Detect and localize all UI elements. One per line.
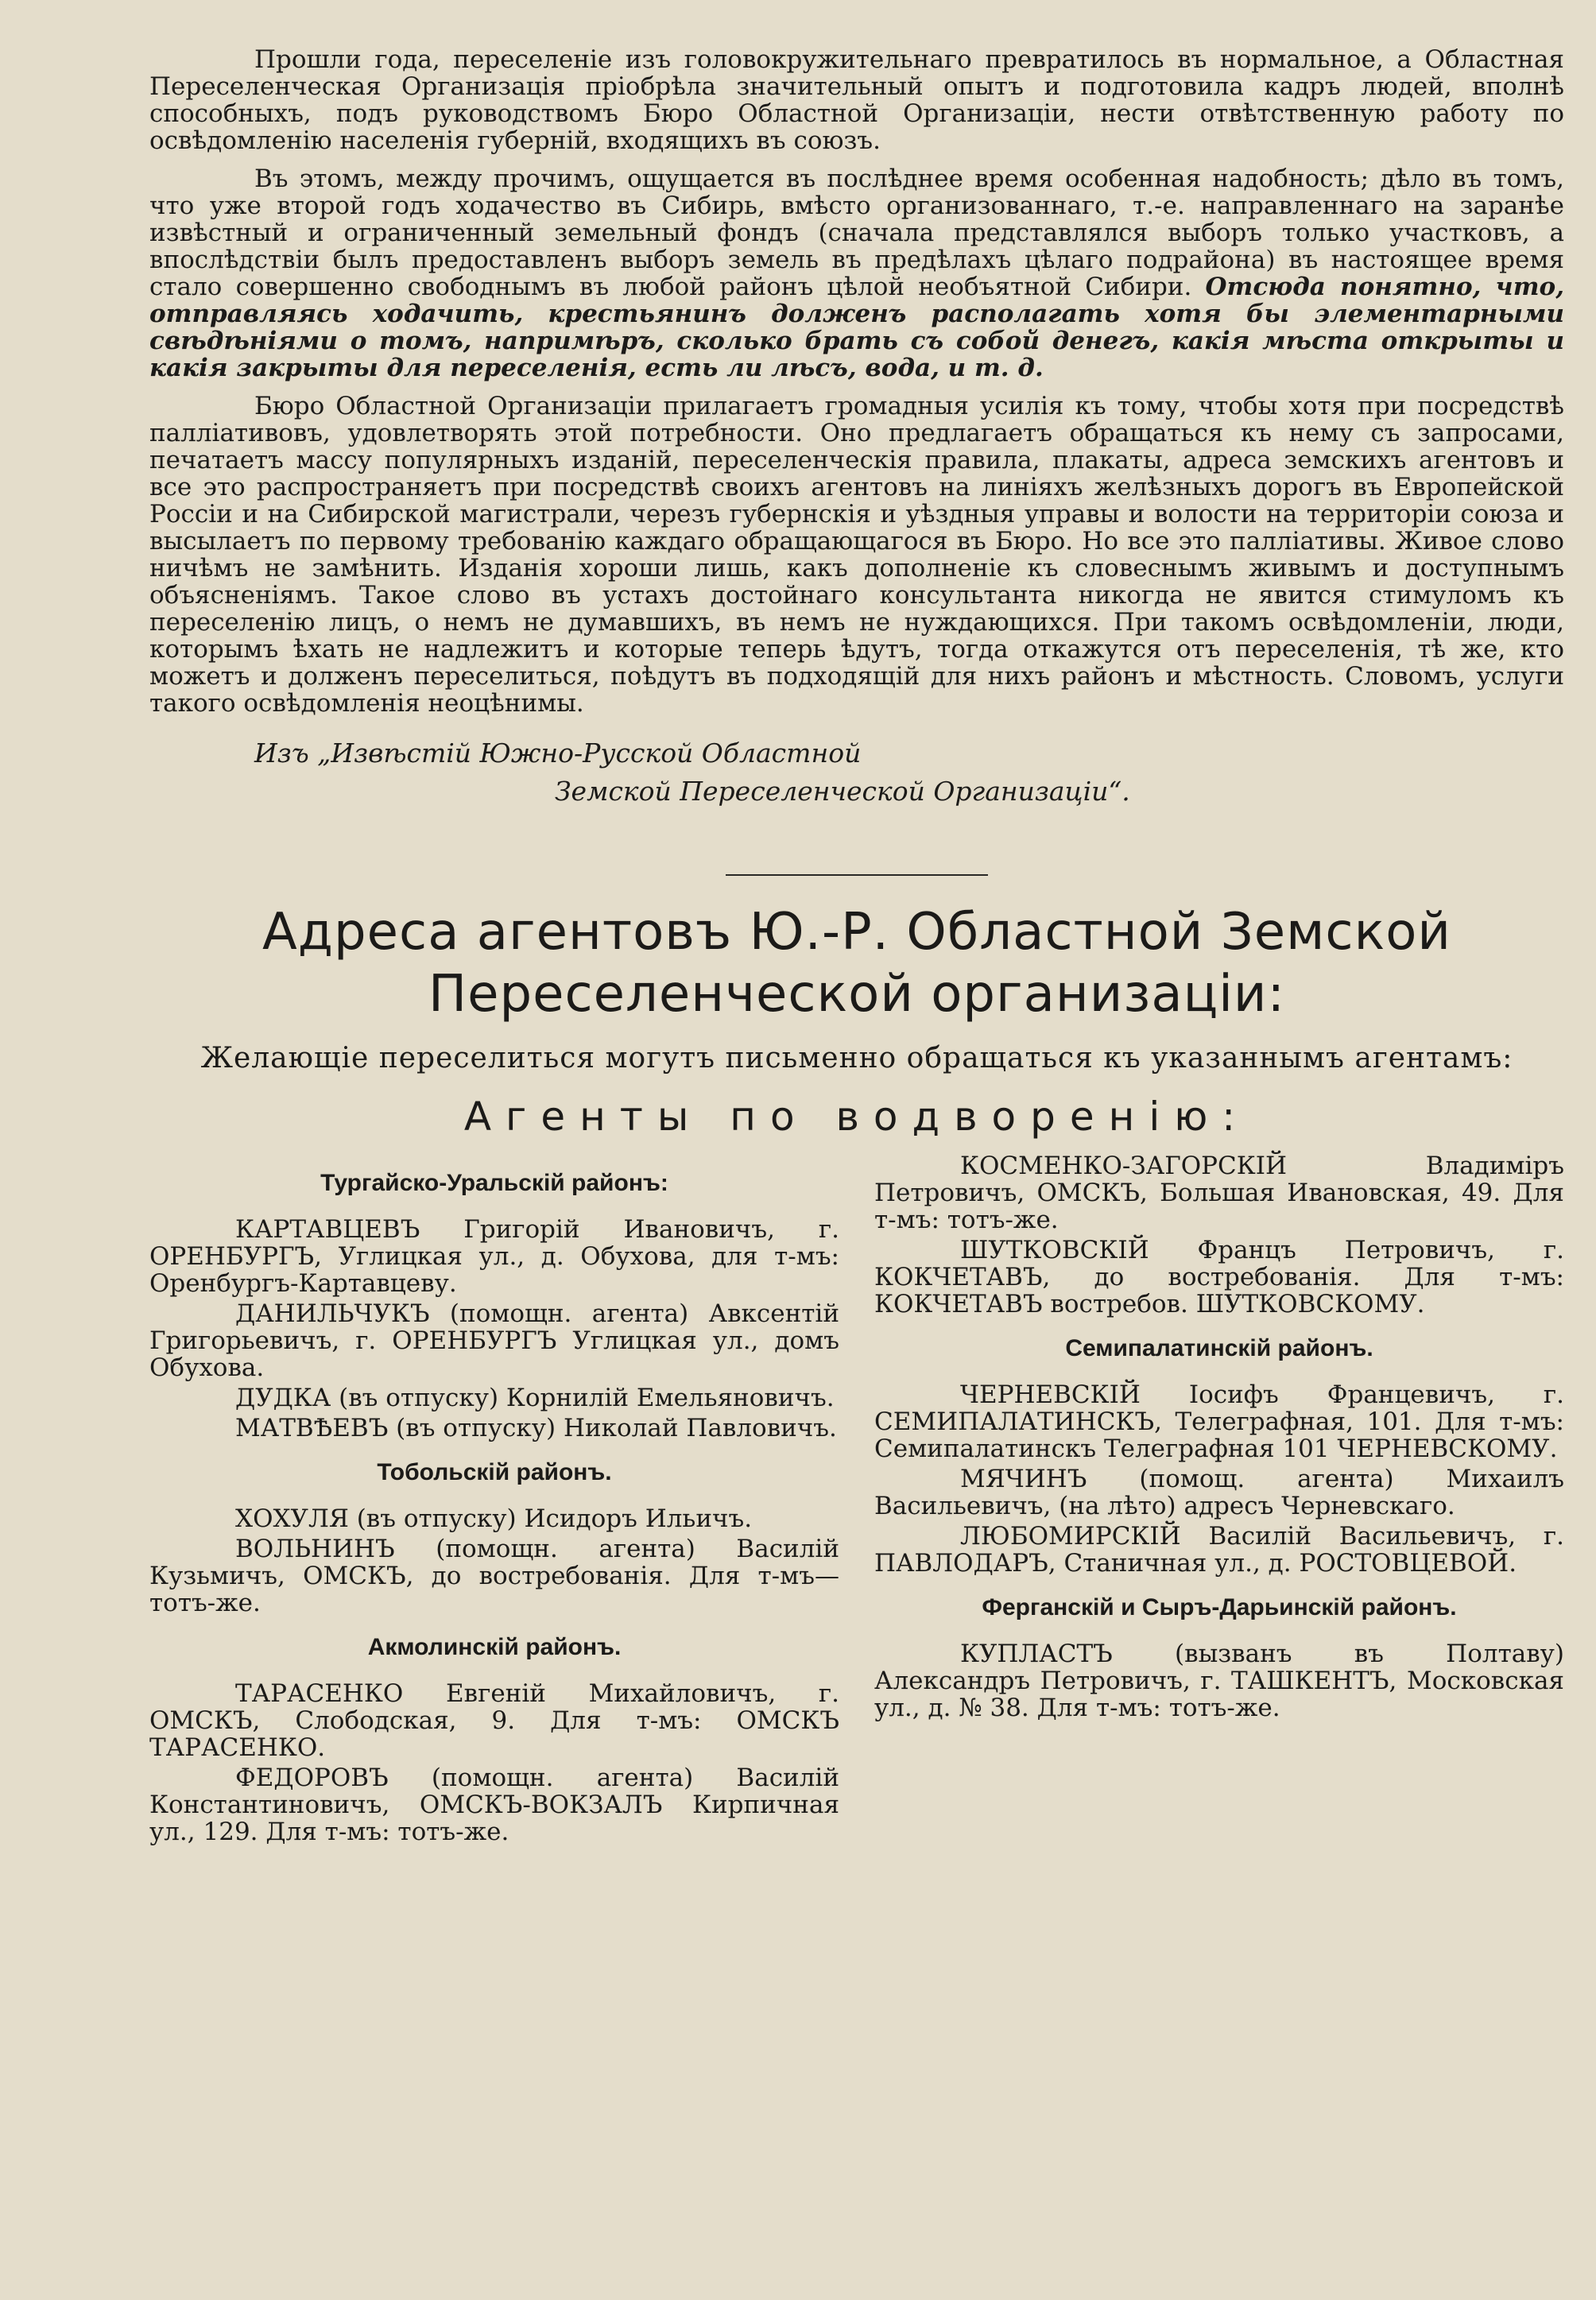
- divider: [726, 874, 988, 876]
- region-heading: Ферганскій и Сыръ-Дарьинскій районъ.: [982, 1594, 1457, 1620]
- source-citation: [149, 734, 1564, 811]
- source-line: Земской Переселенческой Организаціи“.: [555, 776, 1130, 807]
- paragraph: [149, 165, 1564, 381]
- agent-entry: МАТВѢЕВЪ (въ отпуску) Николай Павловичъ.: [235, 1414, 837, 1442]
- paragraph: Прошли года, переселеніе изъ головокружительнаго превратилось въ нормальное, а Областная Переселенческая Организація пріобрѣла значительный опытъ и подготовила кадръ людей, вполнѣ способныхъ, подъ руководствомъ Бюро Областной Организаціи, нести отвѣтственную работу по освѣдомленію населенія губерній, входящихъ въ союзъ.: [149, 45, 1564, 155]
- agent-entry: КОСМЕНКО-ЗАГОРСКІЙ Владиміръ Петровичъ, ОМСКЪ, Большая Ивановская, 49. Для т-мъ: тотъ-же.: [874, 1152, 1564, 1234]
- paragraph-italic-text: Отсюда понятно, что, отправляясь ходачить, крестьянинъ долженъ располагать хотя бы элементарными свѣдѣніями о томъ, напримѣръ, сколько брать съ собой денегъ, какія мѣста открыты и какія закрыты для переселенія, есть ли лѣсъ, вода, и т. д.: [149, 273, 1564, 382]
- section-intro: Желающіе переселиться могутъ письменно обращаться къ указаннымъ агентамъ:: [200, 1042, 1513, 1074]
- agent-entry: ДАНИЛЬЧУКЪ (помощн. агента) Авксентій Григорьевичъ, г. ОРЕНБУРГЪ Углицкая ул., домъ Обухова.: [149, 1299, 839, 1382]
- agent-entry: МЯЧИНЪ (помощ. агента) Михаилъ Васильевичъ, (на лѣто) адресъ Черневскаго.: [874, 1465, 1564, 1520]
- paragraph: Бюро Областной Организаціи прилагаетъ громадныя усилія къ тому, чтобы хотя при посредствѣ палліативовъ, удовлетворять этой потребности. Оно предлагаетъ обращаться къ нему съ запросами, печатаетъ массу популярныхъ изданій, переселенческія правила, плакаты, адреса земскихъ агентовъ и все это распространяетъ при посредствѣ своихъ агентовъ на линіяхъ желѣзныхъ дорогъ въ Европейской Россіи и на Сибирской магистрали, черезъ губернскія и уѣздныя управы и волости на территоріи союза и высылаетъ по первому требованію каждаго обращающагося въ Бюро. Но все это палліативы. Живое слово ничѣмъ не замѣнить. Изданія хороши лишь, какъ дополненіе къ словеснымъ живымъ и доступнымъ объясненіямъ. Такое слово въ устахъ достойнаго консультанта никогда не явится стимуломъ къ переселенію лицъ, о немъ не думавшихъ, въ немъ не нуждающихся. При такомъ освѣдомленіи, люди, которымъ ѣхать не надлежитъ и которые теперь ѣдутъ, тогда откажутся отъ переселенія, тѣ же, кто можетъ и долженъ переселиться, поѣдутъ въ подходящій для нихъ районъ и мѣстность. Словомъ, услуги такого освѣдомленія неоцѣнимы.: [149, 392, 1564, 718]
- agent-entry: ФЕДОРОВЪ (помощн. агента) Василій Константиновичъ, ОМСКЪ-ВОКЗАЛЪ Кирпичная ул., 129. Для т-мъ: тотъ-же.: [149, 1764, 839, 1846]
- region-heading: Семипалатинскій районъ.: [1065, 1335, 1373, 1361]
- source-line: Изъ „Извѣстій Южно-Русской Областной: [254, 738, 862, 769]
- section-title: Адреса агентовъ Ю.-Р. Областной Земской Переселенческой организаціи:: [261, 903, 1452, 1024]
- region-heading: Тобольскій районъ.: [377, 1459, 612, 1485]
- agent-entry: ЛЮБОМИРСКІЙ Василій Васильевичъ, г. ПАВЛОДАРЪ, Станичная ул., д. РОСТОВЦЕВОЙ.: [874, 1522, 1564, 1578]
- agent-columns: [149, 1152, 1564, 1849]
- agent-entry: ШУТКОВСКІЙ Францъ Петровичъ, г. КОКЧЕТАВЪ, до востребованія. Для т-мъ: КОКЧЕТАВЪ востребов. ШУТКОВСКОМУ.: [874, 1236, 1564, 1318]
- agent-entry: ЧЕРНЕВСКІЙ Іосифъ Францевичъ, г. СЕМИПАЛАТИНСКЪ, Телеграфная, 101. Для т-мъ: Семипалатинскъ Телеграфная 101 ЧЕРНЕВСКОМУ.: [874, 1380, 1564, 1463]
- agent-entry: ДУДКА (въ отпуску) Корнилій Емельяновичъ.: [235, 1384, 835, 1412]
- agent-entry: ВОЛЬНИНЪ (помощн. агента) Василій Кузьмичъ, ОМСКЪ, до востребованія. Для т-мъ—тотъ-же.: [149, 1535, 839, 1617]
- right-column: [874, 1152, 1564, 1849]
- paragraph-text: Въ этомъ, между прочимъ, ощущается въ послѣднее время особенная надобность; дѣло въ томъ, что уже второй годъ ходачество въ Сибирь, вмѣсто организованнаго, т.-е. направленнаго на заранѣе извѣстный и ограниченный земельный фондъ (сначала представлялся выборъ только участковъ, а впослѣдствіи былъ предоставленъ выборъ земель въ предѣлахъ цѣлаго подрайона) въ настоящее время стало совершенно свободнымъ въ любой районъ цѣлой необъятной Сибири.: [149, 165, 1564, 301]
- agent-entry: ТАРАСЕНКО Евгеній Михайловичъ, г. ОМСКЪ, Слободская, 9. Для т-мъ: ОМСКЪ ТАРАСЕНКО.: [149, 1679, 839, 1762]
- region-heading: Тургайско-Уральскій районъ:: [320, 1170, 668, 1196]
- section-subtitle: Агенты по водворенію:: [463, 1094, 1250, 1140]
- agent-entry: ХОХУЛЯ (въ отпуску) Исидоръ Ильичъ.: [235, 1504, 753, 1533]
- agent-entry: КУПЛАСТЪ (вызванъ въ Полтаву) Александръ Петровичъ, г. ТАШКЕНТЪ, Московская ул., д. № 38. Для т-мъ: тотъ-же.: [874, 1640, 1564, 1722]
- region-heading: Акмолинскій районъ.: [367, 1634, 622, 1660]
- agent-entry: КАРТАВЦЕВЪ Григорій Ивановичъ, г. ОРЕНБУРГЪ, Углицкая ул., д. Обухова, для т-мъ: Оренбургъ-Картавцеву.: [149, 1215, 839, 1298]
- left-column: [149, 1152, 839, 1849]
